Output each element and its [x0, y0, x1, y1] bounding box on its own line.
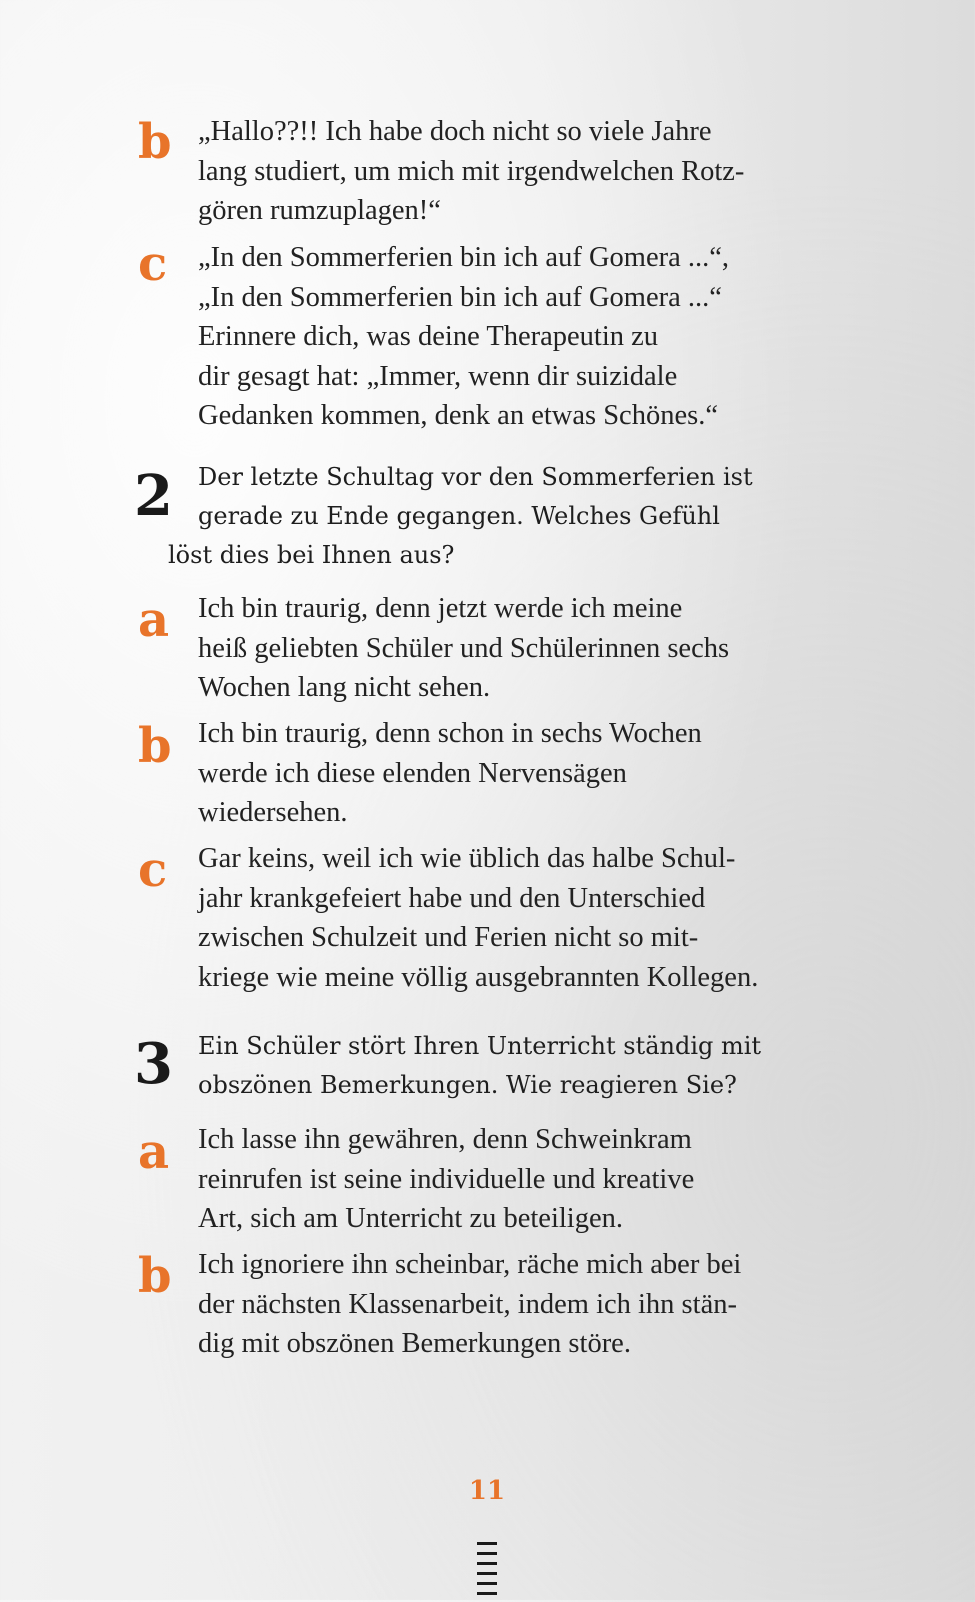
text-line: obszönen Bemerkungen. Wie reagieren Sie?	[198, 1071, 737, 1099]
text-line: Ich lasse ihn gewähren, denn Schweinkram	[198, 1124, 692, 1155]
question-text	[168, 458, 858, 575]
question-number-2: 2	[134, 463, 173, 529]
text-line: dir gesagt hat: „Immer, wenn dir suizidale	[198, 360, 678, 392]
text-line: kriege wie meine völlig ausgebrannten Kollegen.	[198, 961, 759, 993]
text-line: „In den Sommerferien bin ich auf Gomera ...“	[198, 281, 722, 313]
text-line: Gedanken kommen, denk an etwas Schönes.“	[198, 400, 718, 432]
answer-letter-c: c	[138, 236, 168, 292]
text-line: Ich ignoriere ihn scheinbar, räche mich aber bei	[198, 1249, 742, 1280]
answer-letter-b: b	[138, 114, 172, 170]
page-number: 11	[468, 1476, 506, 1506]
text-line: zwischen Schulzeit und Ferien nicht so mit-	[198, 922, 699, 954]
answer-letter-b: b	[138, 718, 172, 774]
text-line: der nächsten Klassenarbeit, indem ich ihn stän-	[198, 1288, 737, 1320]
answer-letter-a: a	[138, 1124, 170, 1180]
question-text	[198, 1027, 858, 1105]
answer-text	[198, 238, 838, 436]
text-line: Art, sich am Unterricht zu beteiligen.	[198, 1203, 623, 1235]
answer-text	[198, 112, 838, 231]
text-line: wiedersehen.	[198, 797, 348, 829]
answer-text	[198, 1245, 838, 1364]
text-line: Der letzte Schultag vor den Sommerferien ist	[198, 463, 753, 491]
text-line: „Hallo??!! Ich habe doch nicht so viele Jahre	[198, 116, 712, 147]
answer-letter-b: b	[138, 1248, 172, 1304]
text-line: lang studiert, um mich mit irgendwelchen Rotz-	[198, 155, 745, 187]
text-line: werde ich diese elenden Nervensägen	[198, 757, 627, 789]
answer-text	[198, 589, 838, 708]
text-line: Wochen lang nicht sehen.	[198, 672, 491, 704]
text-line: Ich bin traurig, denn schon in sechs Wochen	[198, 718, 702, 749]
text-line: heiß geliebten Schüler und Schülerinnen sechs	[198, 632, 730, 664]
answer-text	[198, 1120, 838, 1239]
question-number-3: 3	[134, 1031, 173, 1097]
text-line: Erinnere dich, was deine Therapeutin zu	[198, 321, 659, 353]
text-line: jahr krankgefeiert habe und den Unterschied	[198, 882, 706, 914]
text-line: dig mit obszönen Bemerkungen störe.	[198, 1328, 631, 1360]
text-line: „In den Sommerferien bin ich auf Gomera ...“,	[198, 242, 730, 273]
text-line: gerade zu Ende gegangen. Welches Gefühl	[198, 502, 720, 530]
text-line: Gar keins, weil ich wie üblich das halbe Schul-	[198, 843, 736, 874]
text-line: löst dies bei Ihnen aus?	[168, 541, 455, 569]
answer-text	[198, 839, 838, 997]
text-line: Ein Schüler stört Ihren Unterricht ständig mit	[198, 1032, 762, 1060]
page-marker-bars-icon	[477, 1542, 497, 1602]
answer-letter-c: c	[138, 842, 168, 898]
text-line: reinrufen ist seine individuelle und kreative	[198, 1163, 695, 1195]
answer-text	[198, 714, 838, 833]
answer-letter-a: a	[138, 592, 170, 648]
text-line: gören rumzuplagen!“	[198, 195, 441, 227]
text-line: Ich bin traurig, denn jetzt werde ich meine	[198, 593, 683, 624]
